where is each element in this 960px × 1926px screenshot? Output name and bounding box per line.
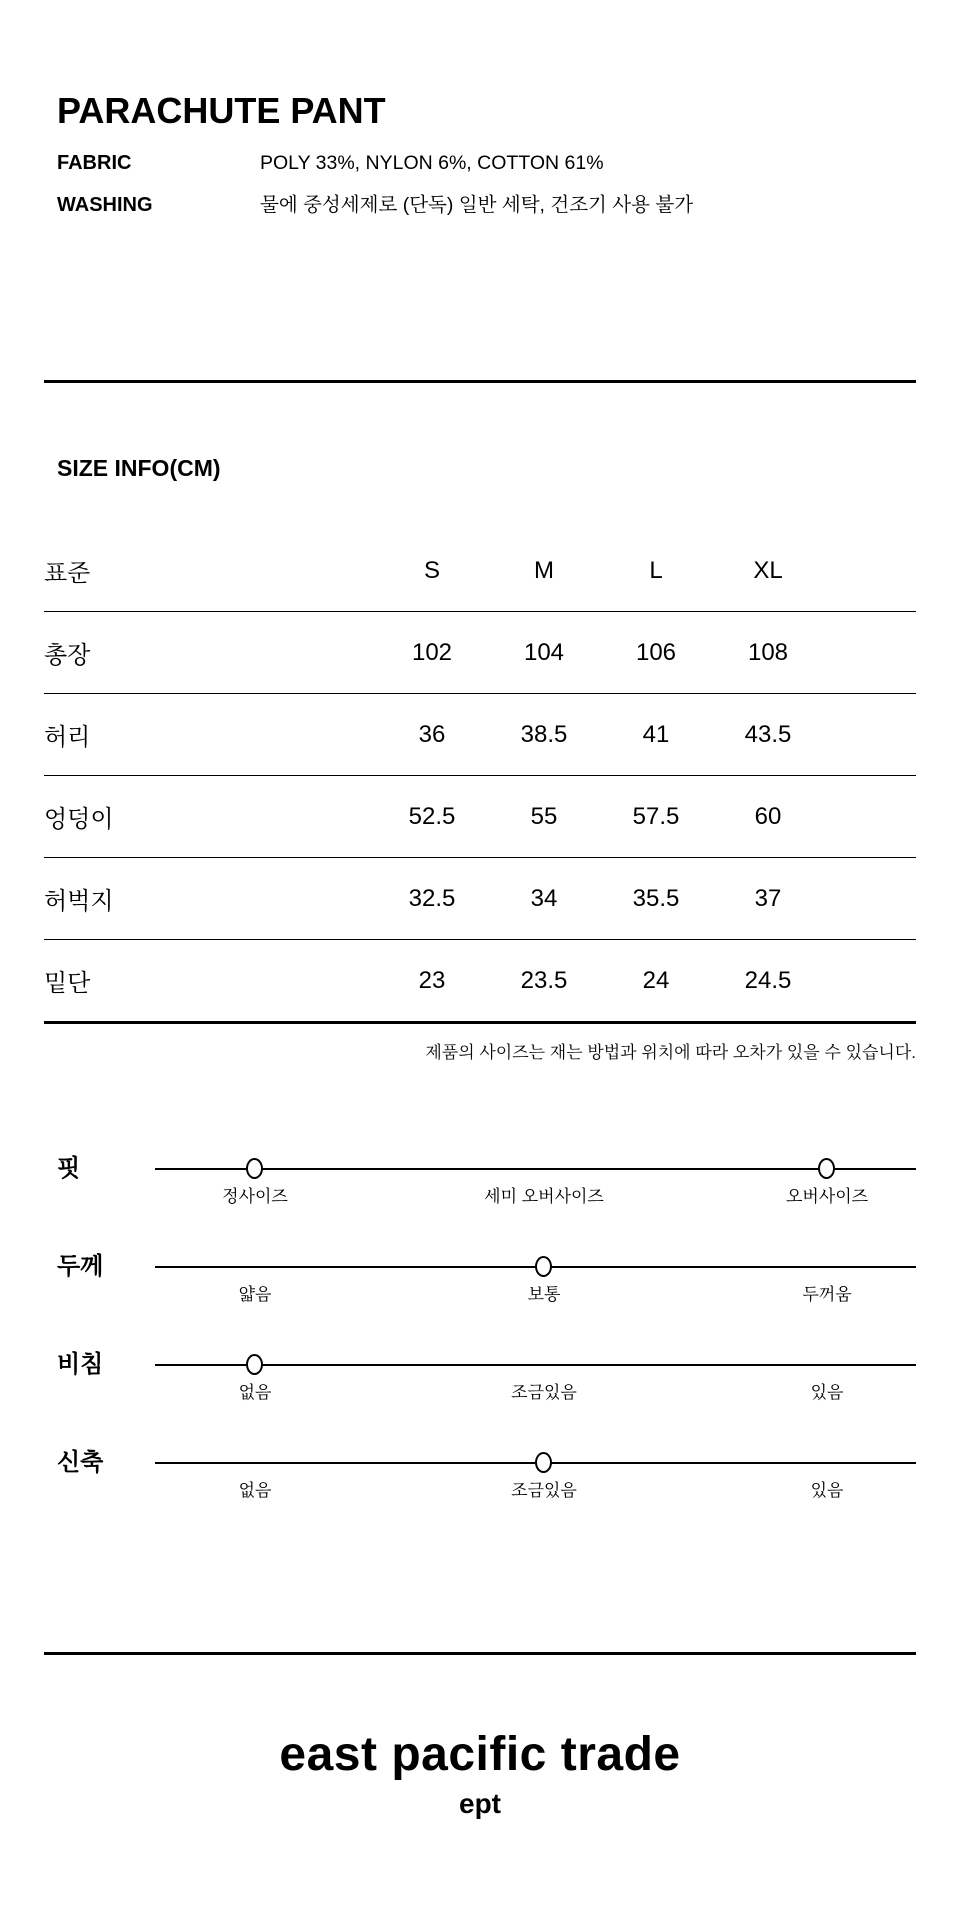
selection-marker-circle [535, 1452, 552, 1473]
attribute-label: 핏 [57, 1155, 81, 1182]
scale-option-middle: 조금있음 [511, 1481, 577, 1500]
col-header-l: L [600, 530, 712, 612]
row-label: 허리 [44, 694, 376, 776]
cell-value: 35.5 [600, 858, 712, 940]
selection-marker-circle [818, 1158, 835, 1179]
table-row [44, 940, 916, 1023]
size-table-header-row [44, 530, 916, 612]
cell-value: 43.5 [712, 694, 824, 776]
cell-value: 104 [488, 612, 600, 694]
filler-cell [824, 940, 916, 1023]
scale-option-left: 정사이즈 [222, 1187, 288, 1206]
scale-option-left: 없음 [238, 1481, 272, 1500]
attribute-scale-line [155, 1364, 916, 1366]
cell-value: 106 [600, 612, 712, 694]
attribute-row-stretch [0, 1423, 960, 1503]
cell-value: 23 [376, 940, 488, 1023]
row-label: 엉덩이 [44, 776, 376, 858]
attribute-label: 신축 [57, 1449, 104, 1476]
row-label: 허벅지 [44, 858, 376, 940]
scale-option-right: 두꺼움 [802, 1285, 852, 1304]
cell-value: 102 [376, 612, 488, 694]
selection-marker-circle [246, 1354, 263, 1375]
col-header-xl: XL [712, 530, 824, 612]
filler-cell [824, 694, 916, 776]
cell-value: 32.5 [376, 858, 488, 940]
scale-option-middle: 세미 오버사이즈 [484, 1187, 604, 1206]
row-label: 밑단 [44, 940, 376, 1023]
scale-option-right: 오버사이즈 [785, 1187, 869, 1206]
attribute-row-fit [0, 1129, 960, 1209]
table-row [44, 694, 916, 776]
filler-cell [824, 776, 916, 858]
cell-value: 36 [376, 694, 488, 776]
attribute-label: 비침 [57, 1351, 104, 1378]
cell-value: 108 [712, 612, 824, 694]
washing-label: WASHING [57, 194, 153, 216]
row-label: 총장 [44, 612, 376, 694]
size-info-heading: SIZE INFO(CM) [57, 455, 221, 481]
table-row [44, 776, 916, 858]
size-disclaimer-note: 제품의 사이즈는 재는 방법과 위치에 따라 오차가 있을 수 있습니다. [425, 1043, 916, 1062]
selection-marker-circle [535, 1256, 552, 1277]
cell-value: 57.5 [600, 776, 712, 858]
filler-cell [824, 612, 916, 694]
cell-value: 23.5 [488, 940, 600, 1023]
cell-value: 55 [488, 776, 600, 858]
scale-option-left: 없음 [238, 1383, 272, 1402]
footer-divider [44, 1652, 916, 1655]
attribute-scale-line [155, 1168, 916, 1170]
table-row [44, 612, 916, 694]
cell-value: 41 [600, 694, 712, 776]
cell-value: 34 [488, 858, 600, 940]
fabric-value: POLY 33%, NYLON 6%, COTTON 61% [260, 152, 604, 174]
scale-option-right: 있음 [810, 1481, 844, 1500]
washing-value: 물에 중성세제로 (단독) 일반 세탁, 건조기 사용 불가 [260, 194, 694, 216]
product-title: PARACHUTE PANT [57, 90, 386, 131]
brand-abbreviation: ept [459, 1788, 501, 1819]
cell-value: 38.5 [488, 694, 600, 776]
cell-value: 60 [712, 776, 824, 858]
scale-option-middle: 조금있음 [511, 1383, 577, 1402]
selection-marker-circle [246, 1158, 263, 1179]
cell-value: 24 [600, 940, 712, 1023]
size-table [44, 530, 916, 1024]
cell-value: 24.5 [712, 940, 824, 1023]
brand-logo-text: east pacific trade [279, 1728, 681, 1781]
col-header-m: M [488, 530, 600, 612]
attribute-label: 두께 [57, 1253, 104, 1280]
cell-value: 37 [712, 858, 824, 940]
attribute-row-sheerness [0, 1325, 960, 1405]
section-divider-top [44, 380, 916, 383]
filler-cell [824, 530, 916, 612]
attribute-row-thickness [0, 1227, 960, 1307]
cell-value: 52.5 [376, 776, 488, 858]
scale-option-left: 얇음 [238, 1285, 272, 1304]
table-row [44, 858, 916, 940]
scale-option-middle: 보통 [527, 1285, 561, 1304]
fabric-label: FABRIC [57, 152, 132, 174]
col-header-s: S [376, 530, 488, 612]
filler-cell [824, 858, 916, 940]
size-table-corner: 표준 [44, 530, 376, 612]
scale-option-right: 있음 [810, 1383, 844, 1402]
